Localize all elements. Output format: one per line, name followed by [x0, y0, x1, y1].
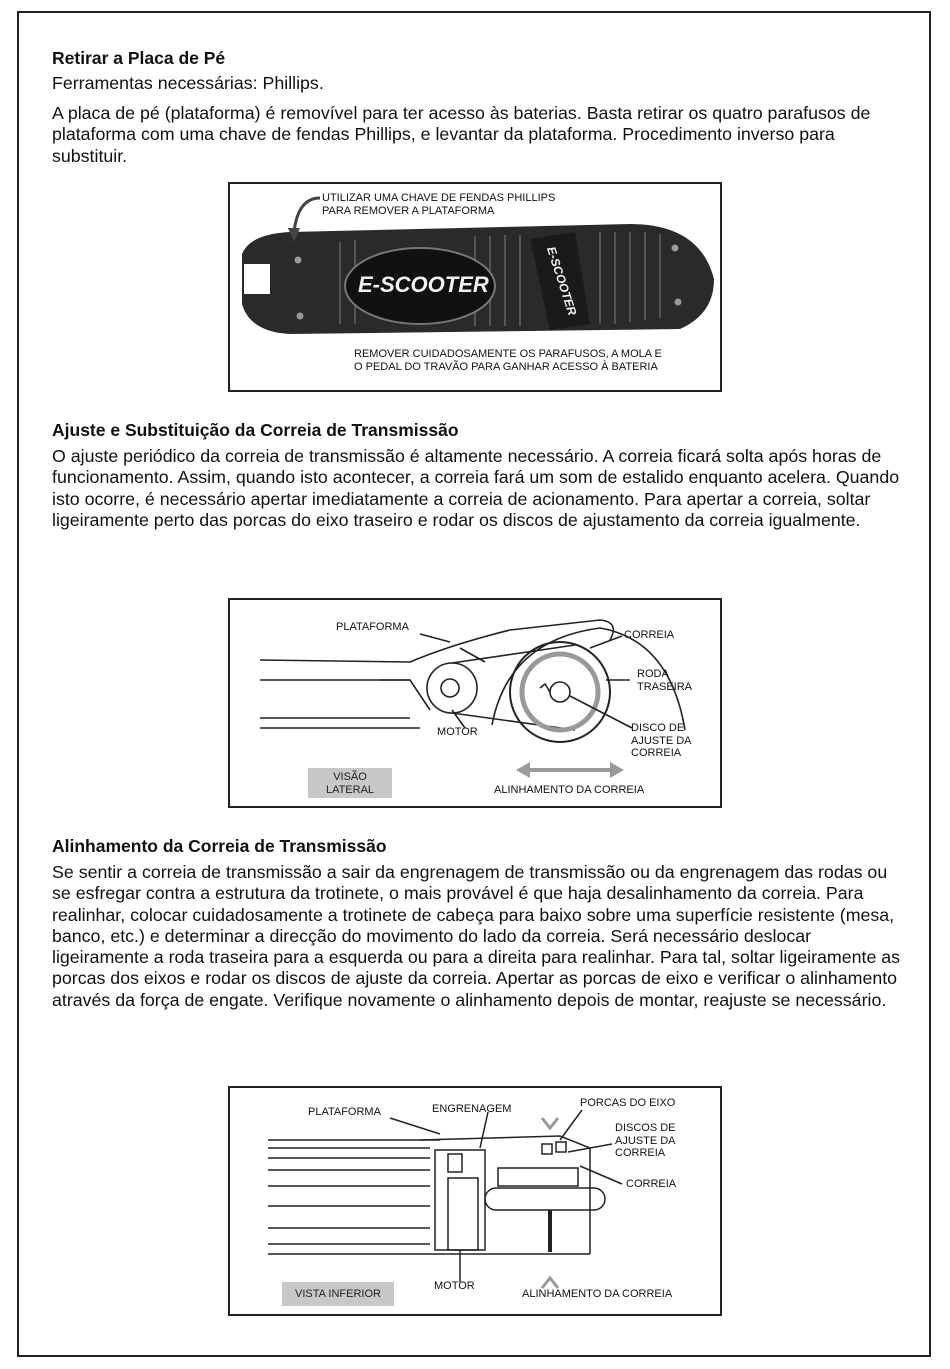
- label-alinhamento-bottom: ALINHAMENTO DA CORREIA: [522, 1288, 673, 1300]
- bottom-view-tag: VISTA INFERIOR: [282, 1282, 394, 1306]
- label-porcas-eixo: PORCAS DO EIXO: [580, 1097, 676, 1109]
- belt-adjust-instructions: O ajuste periódico da correia de transmissão é altamente necessário. A correia ficará solta após horas de funcionamento. Assim, quando isto acontecer, a correia fará um som de estalido enquanto acelera. Quando isto ocorre, é necessário apertar imediatamente a correia de acionamento. Para apertar a correia, soltar ligeiramente perto das porcas do eixo traseiro e rodar os discos de ajustamento da correia igualmente.: [52, 446, 900, 530]
- label-disco-ajuste: DISCO DE AJUSTE DA CORREIA: [631, 722, 692, 759]
- section-heading-belt-alignment: Alinhamento da Correia de Transmissão: [52, 836, 387, 856]
- bottom-view-figure: [228, 1086, 722, 1316]
- label-discos-ajuste: DISCOS DE AJUSTE DA CORREIA: [615, 1122, 676, 1159]
- belt-alignment-instructions: Se sentir a correia de transmissão a sair da engrenagem de transmissão ou da engrenagem das rodas ou se esfregar contra a estrutura da trotinete, o mais provável é que haja desalinhamento da correia. Para realinhar, colocar cuidadosamente a trotinete de cabeça para baixo sobre uma superfície resistente (mesa, banco, etc.) e determinar a direcção do movimento do lado da correia. Será necessário deslocar ligeiramente a roda traseira para a esquerda ou para a direita para realinhar. Para tal, soltar ligeiramente as porcas dos eixos e rodar os discos de ajuste da correia. Apertar as porcas de eixo e verificar o alinhamento através da força de engate. Verifique novamente o alinhamento depois de montar, reajuste se necessário.: [52, 862, 901, 1010]
- section-heading-belt-adjust: Ajuste e Substituição da Correia de Transmissão: [52, 420, 459, 440]
- label-motor: MOTOR: [437, 726, 478, 738]
- side-view-figure: [228, 598, 722, 808]
- label-correia: CORREIA: [624, 629, 675, 641]
- label-alinhamento: ALINHAMENTO DA CORREIA: [494, 784, 645, 796]
- section-heading-footplate: Retirar a Placa de Pé: [52, 48, 226, 68]
- label-plataforma-bottom: PLATAFORMA: [308, 1106, 381, 1118]
- label-correia-bottom: CORREIA: [626, 1178, 677, 1190]
- footplate-figure: [228, 182, 722, 392]
- side-view-tag: VISÃO LATERAL: [308, 768, 392, 798]
- footplate-instructions: A placa de pé (plataforma) é removível para ter acesso às baterias. Basta retirar os quatro parafusos de plataforma com uma chave de fendas Phillips, e levantar da plataforma. Procedimento inverso para substituir.: [52, 103, 871, 166]
- footplate-caption-bottom: REMOVER CUIDADOSAMENTE OS PARAFUSOS, A MOLA E O PEDAL DO TRAVÃO PARA GANHAR ACESSO À BATERIA: [354, 348, 662, 373]
- e-scooter-side-logo: E-SCOOTER: [543, 244, 580, 318]
- footplate-caption-top: UTILIZAR UMA CHAVE DE FENDAS PHILLIPS PARA REMOVER A PLATAFORMA: [322, 192, 556, 217]
- label-engrenagem: ENGRENAGEM: [432, 1103, 512, 1115]
- label-motor-bottom: MOTOR: [434, 1280, 475, 1292]
- label-plataforma: PLATAFORMA: [336, 621, 409, 633]
- e-scooter-logo: E-SCOOTER: [358, 272, 489, 297]
- label-roda-traseira: RODA TRASEIRA: [637, 668, 693, 693]
- tools-required: Ferramentas necessárias: Phillips.: [52, 73, 324, 93]
